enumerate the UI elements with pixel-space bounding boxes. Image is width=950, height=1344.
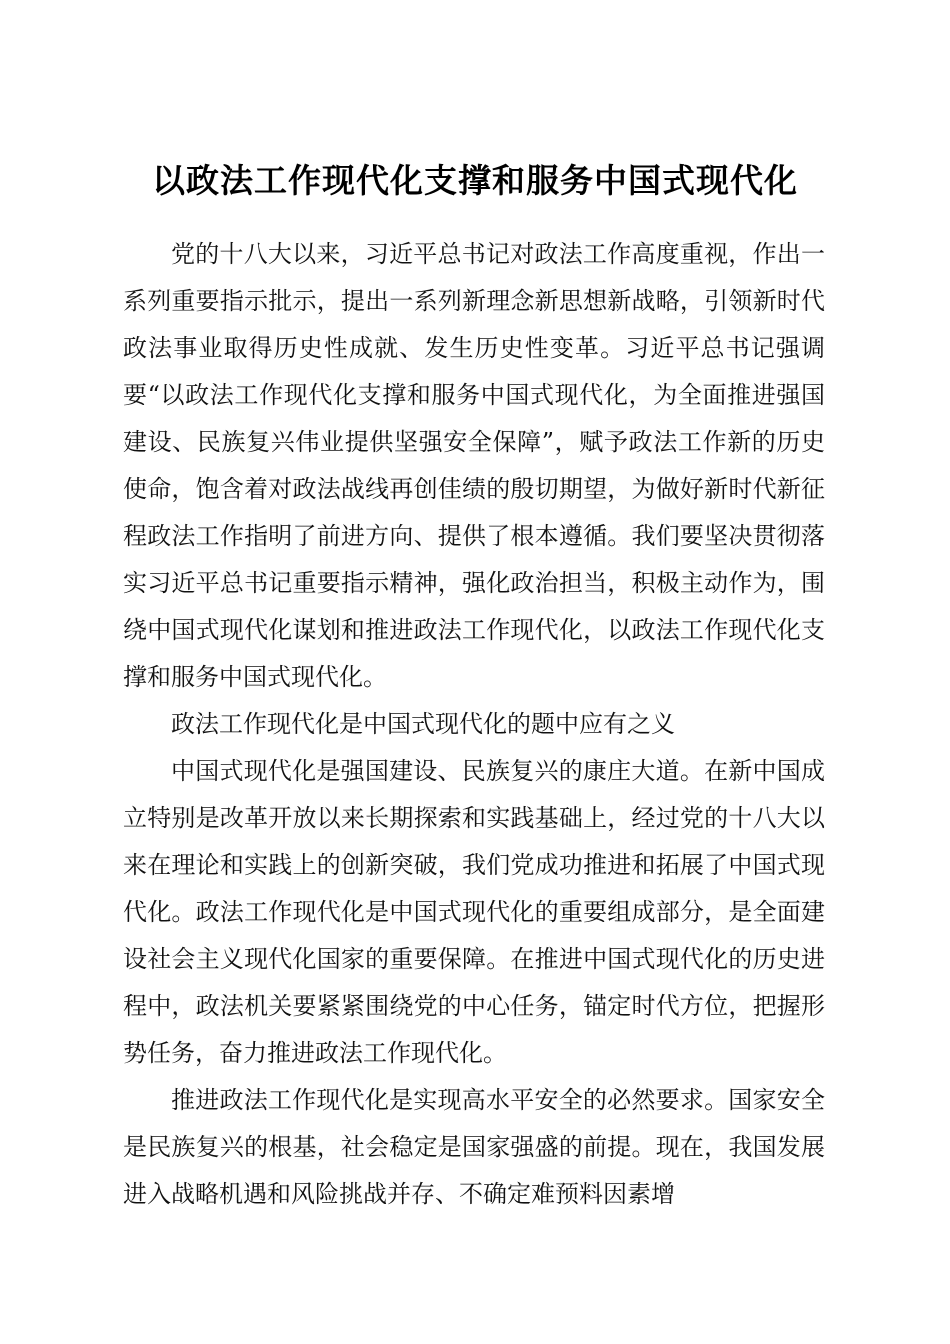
document-body [123,231,825,1218]
section-heading: 政法工作现代化是中国式现代化的题中应有之义 [171,710,675,738]
paragraph-modernization: 中国式现代化是强国建设、民族复兴的康庄大道。在新中国成立特别是改革开放以来长期探索和实践基础上，经过党的十八大以来在理论和实践上的创新突破，我们党成功推进和拓展了中国式现代化。政法工作现代化是中国式现代化的重要组成部分，是全面建设社会主义现代化国家的重要保障。在推进中国式现代化的历史进程中，政法机关要紧紧围绕党的中心任务，锚定时代方位，把握形势任务，奋力推进政法工作现代化。 [123,757,825,1067]
paragraph-intro: 党的十八大以来，习近平总书记对政法工作高度重视，作出一系列重要指示批示，提出一系列新理念新思想新战略，引领新时代政法事业取得历史性成就、发生历史性变革。习近平总书记强调要“以政法工作现代化支撑和服务中国式现代化，为全面推进强国建设、民族复兴伟业提供坚强安全保障”，赋予政法工作新的历史使命，饱含着对政法战线再创佳绩的殷切期望，为做好新时代新征程政法工作指明了前进方向、提供了根本遵循。我们要坚决贯彻落实习近平总书记重要指示精神，强化政治担当，积极主动作为，围绕中国式现代化谋划和推进政法工作现代化，以政法工作现代化支撑和服务中国式现代化。 [123,240,825,691]
paragraph-security: 推进政法工作现代化是实现高水平安全的必然要求。国家安全是民族复兴的根基，社会稳定是国家强盛的前提。现在，我国发展进入战略机遇和风险挑战并存、不确定难预料因素增 [123,1086,825,1208]
document-title: 以政法工作现代化支撑和服务中国式现代化 [152,161,798,201]
